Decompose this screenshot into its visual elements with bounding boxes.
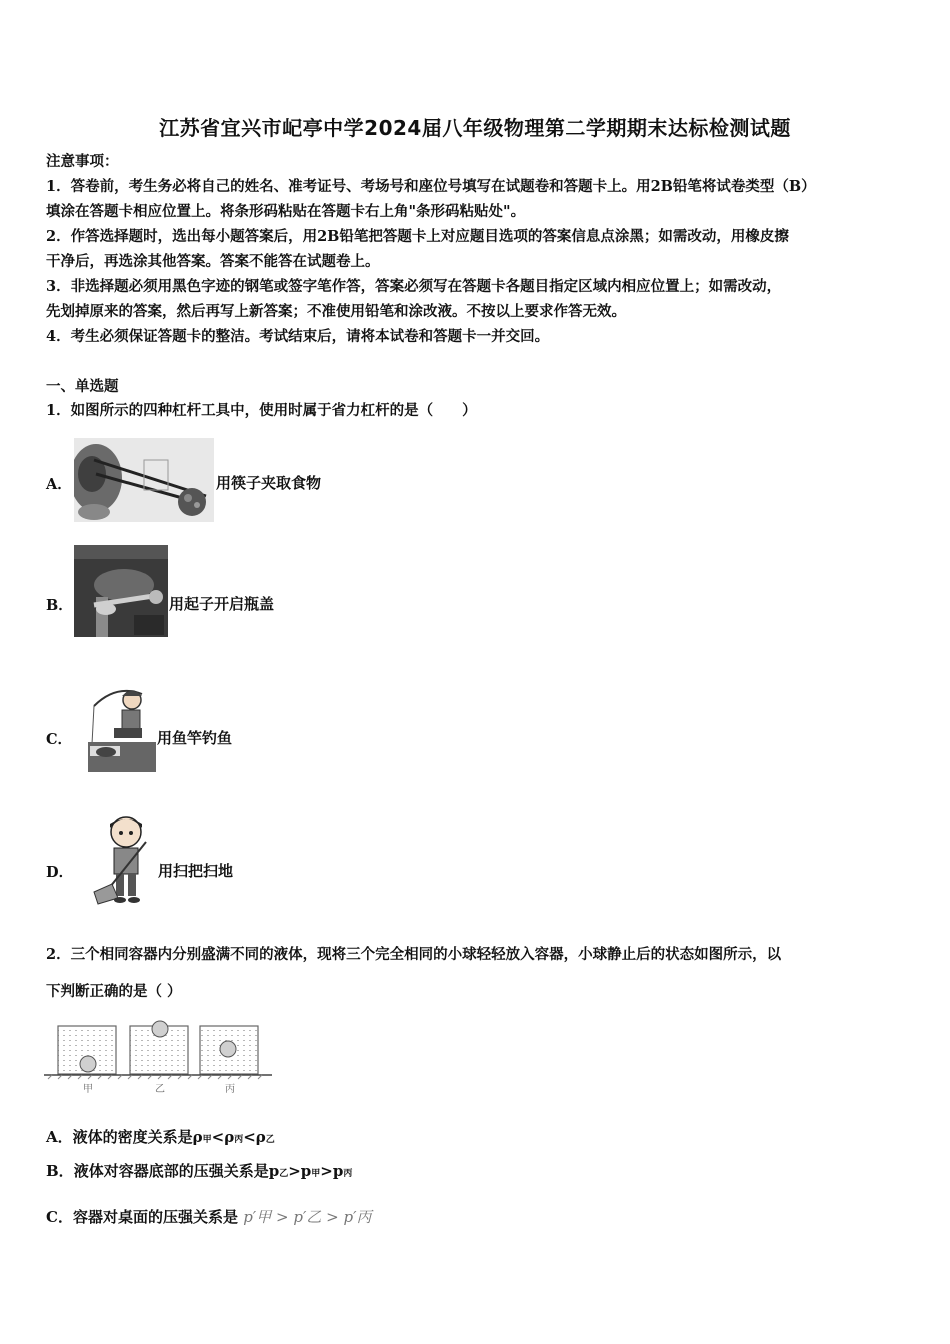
expr-symbol: p xyxy=(268,1162,280,1180)
notes-line-2: 填涂在答题卡相应位置上。将条形码粘贴在答题卡右上角"条形码粘贴处"。 xyxy=(46,203,526,220)
q2-stem-line-1: 2．三个相同容器内分别盛满不同的液体，现将三个完全相同的小球轻轻放入容器，小球静止后的状态如图所示，以 xyxy=(46,946,782,963)
q1-stem: 1．如图所示的四种杠杆工具中，使用时属于省力杠杆的是（ ） xyxy=(46,402,477,419)
bottle-opener-image xyxy=(74,545,168,637)
expr-subscript: 丙 xyxy=(356,1208,372,1226)
expr-symbol: <ρ xyxy=(243,1128,266,1146)
notes-line-5: 3．非选择题必须用黑色字迹的钢笔或签字笔作答，答案必须写在答题卡各题目指定区域内相应位置上；如需改动， xyxy=(46,278,782,295)
q2-option-a-text: 液体的密度关系是 xyxy=(72,1128,193,1146)
notes-line-7: 4．考生必须保证答题卡的整洁。考试结束后，请将本试卷和答题卡一并交回。 xyxy=(46,328,550,345)
fishing-rod-image xyxy=(86,684,156,772)
expr-subscript: 乙 xyxy=(279,1169,289,1179)
q2-option-a xyxy=(46,1126,275,1147)
q2-stem-line-2: 下判断正确的是（ ） xyxy=(46,983,182,1000)
q1-option-b-text: 用起子开启瓶盖 xyxy=(169,595,275,613)
q2-option-b-label: B． xyxy=(46,1162,74,1180)
q2-option-c-label: C． xyxy=(46,1208,73,1226)
section-heading: 一、单选题 xyxy=(46,378,119,395)
expr-symbol: > p′ xyxy=(271,1208,307,1226)
q1-option-c-label: C． xyxy=(46,731,73,748)
figure-label-jia: 甲 xyxy=(83,1084,93,1095)
notes-line-6: 先划掉原来的答案，然后再写上新答案；不准使用铅笔和涂改液。不按以上要求作答无效。 xyxy=(46,303,626,320)
q1-option-d-text: 用扫把扫地 xyxy=(158,862,234,880)
chopsticks-image xyxy=(74,438,214,522)
expr-subscript: 乙 xyxy=(306,1208,322,1226)
q2-option-c-text: 容器对桌面的压强关系是 xyxy=(72,1208,238,1226)
notes-line-1: 1．答卷前，考生务必将自己的姓名、准考证号、考场号和座位号填写在试题卷和答题卡上。用2B铅笔将试卷类型（B） xyxy=(46,178,816,195)
expr-subscript: 乙 xyxy=(265,1135,275,1145)
q1-option-a-text: 用筷子夹取食物 xyxy=(216,474,322,492)
expr-subscript: 甲 xyxy=(202,1135,212,1145)
expr-symbol: > p′ xyxy=(321,1208,357,1226)
expr-subscript: 丙 xyxy=(234,1135,244,1145)
expr-subscript: 丙 xyxy=(343,1169,353,1179)
q2-option-b xyxy=(46,1160,352,1181)
expr-symbol: ρ xyxy=(192,1128,203,1146)
q2-option-c xyxy=(46,1206,372,1227)
q1-option-b-label: B． xyxy=(46,597,73,614)
expr-symbol: >p xyxy=(288,1162,312,1180)
q1-option-a-label: A． xyxy=(46,476,72,493)
q2-option-b-text: 液体对容器底部的压强关系是 xyxy=(73,1162,269,1180)
expr-symbol: >p xyxy=(320,1162,344,1180)
figure-label-bing: 丙 xyxy=(225,1084,235,1095)
expr-subscript: 甲 xyxy=(256,1208,272,1226)
q2-option-a-label: A． xyxy=(46,1128,73,1146)
notes-line-4: 干净后，再选涂其他答案。答案不能答在试题卷上。 xyxy=(46,253,380,270)
q1-option-c-text: 用鱼竿钓鱼 xyxy=(157,729,233,747)
notes-heading: 注意事项： xyxy=(46,153,119,170)
q1-option-d-label: D． xyxy=(46,864,74,881)
expr-symbol: p′ xyxy=(243,1208,257,1226)
expr-symbol: <ρ xyxy=(211,1128,235,1146)
notes-line-3: 2．作答选择题时，选出每小题答案后，用2B铅笔把答题卡上对应题目选项的答案信息点涂黑；如需改动，用橡皮擦 xyxy=(46,228,789,245)
broom-boy-image xyxy=(92,814,156,906)
expr-subscript: 甲 xyxy=(311,1169,321,1179)
page-title: 江苏省宜兴市屺亭中学2024届八年级物理第二学期期末达标检测试题 xyxy=(159,116,791,140)
containers-figure xyxy=(44,1018,274,1096)
figure-label-yi: 乙 xyxy=(155,1084,165,1095)
